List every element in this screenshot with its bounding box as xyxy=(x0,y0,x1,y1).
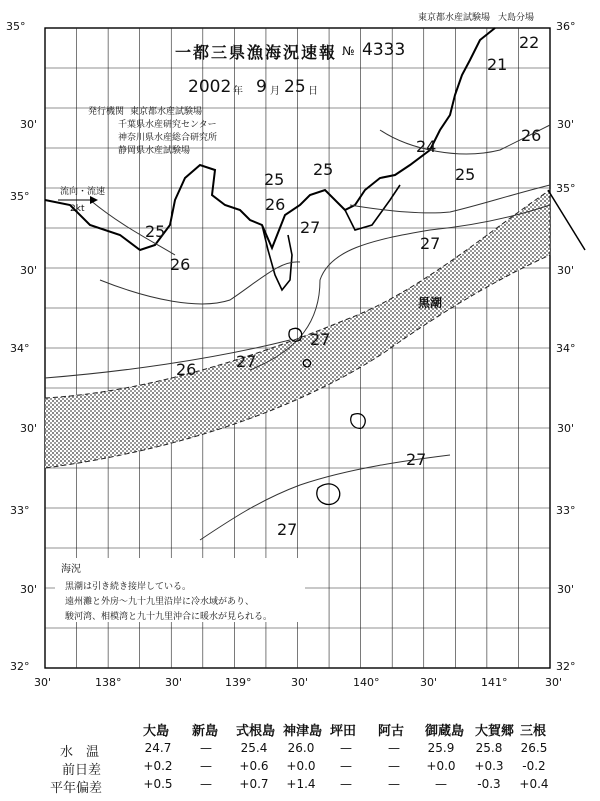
lat-label-right: 30' xyxy=(557,422,575,435)
table-cell: — xyxy=(388,759,400,773)
row-label: 平年偏差 xyxy=(50,781,103,796)
table-cell: +0.7 xyxy=(239,777,269,791)
table-cell: 25.8 xyxy=(475,741,503,755)
isotherm-label: 25 xyxy=(145,222,166,241)
lat-label-left: 35° xyxy=(10,190,30,203)
lat-label-left: 30' xyxy=(20,118,38,131)
table-cell: +1.4 xyxy=(286,777,316,791)
station-header: 御蔵島 xyxy=(425,724,465,739)
lat-label-left: 35° xyxy=(6,20,26,33)
isotherm-label: 26 xyxy=(521,126,542,145)
notes-line: 黒潮は引き続き接岸している。 xyxy=(65,582,192,592)
table-cell: +0.6 xyxy=(239,759,269,773)
issue-label: № xyxy=(342,44,355,58)
table-cell: — xyxy=(388,777,400,791)
table-cell: 25.9 xyxy=(427,741,455,755)
row-label: 前日差 xyxy=(62,763,102,778)
issue-number: 4333 xyxy=(362,40,406,60)
date-year: 2002 xyxy=(188,77,232,97)
date-day: 25 xyxy=(284,77,306,97)
publishers-label: 発行機関 xyxy=(88,107,125,117)
isotherm-label: 27 xyxy=(406,450,427,469)
isotherm-label: 27 xyxy=(420,234,441,253)
lat-label-left: 30' xyxy=(20,583,38,596)
date-day-suffix: 日 xyxy=(308,86,318,97)
lat-label-left: 32° xyxy=(10,660,30,673)
lat-label-right: 35° xyxy=(556,182,576,195)
isotherm-label: 26 xyxy=(170,255,191,274)
map-title: 一都三県漁海況速報 xyxy=(175,43,338,62)
isotherm-label: 26 xyxy=(176,360,197,379)
isotherm-label: 25 xyxy=(313,160,334,179)
table-cell: — xyxy=(435,777,447,791)
boso-peninsula xyxy=(345,185,400,230)
lat-label-right: 33° xyxy=(556,504,576,517)
station-header: 三根 xyxy=(520,724,547,739)
station-header: 式根島 xyxy=(236,724,276,739)
date-month: 9 xyxy=(256,77,267,97)
lat-label-right: 30' xyxy=(557,118,575,131)
lat-label-right: 32° xyxy=(556,660,576,673)
publisher-1: 東京都水産試験場 xyxy=(130,107,203,117)
top-right-tag-1: 東京都水産試験場 xyxy=(418,13,491,23)
isotherm-label: 22 xyxy=(519,33,540,52)
lon-label: 30' xyxy=(420,676,438,689)
lon-label: 30' xyxy=(291,676,309,689)
table-cell: +0.4 xyxy=(519,777,549,791)
table-cell: +0.0 xyxy=(426,759,456,773)
lat-label-right: 34° xyxy=(556,342,576,355)
lat-label-left: 30' xyxy=(20,264,38,277)
current-legend-unit: 2kt xyxy=(70,204,85,214)
top-right-tag-2: 大島分場 xyxy=(498,13,535,23)
publisher-3: 神奈川県水産総合研究所 xyxy=(118,133,218,143)
lon-label: 140° xyxy=(353,676,380,689)
lat-label-left: 34° xyxy=(10,342,30,355)
kuroshio-arrow xyxy=(548,190,585,250)
table-cell: — xyxy=(200,741,212,755)
isotherm-label: 25 xyxy=(455,165,476,184)
isotherm-label: 26 xyxy=(265,195,286,214)
notes-box xyxy=(55,558,305,622)
isotherm-label: 27 xyxy=(310,330,331,349)
publisher-2: 千葉県水産研究センター xyxy=(118,120,217,130)
isotherm-label: 24 xyxy=(416,137,437,156)
table-cell: — xyxy=(200,759,212,773)
table-cell: — xyxy=(340,759,352,773)
table-cell: +0.3 xyxy=(474,759,504,773)
isotherm-label: 27 xyxy=(236,352,257,371)
table-cell: +0.5 xyxy=(143,777,173,791)
isotherm-label: 27 xyxy=(300,218,321,237)
table-cell: 24.7 xyxy=(144,741,172,755)
notes-line: 遠州灘と外房〜九十九里沿岸に冷水域があり、 xyxy=(65,597,255,607)
lon-label: 139° xyxy=(225,676,252,689)
table-cell: — xyxy=(200,777,212,791)
isotherm-label: 21 xyxy=(487,55,508,74)
station-header: 神津島 xyxy=(283,724,323,739)
station-header: 阿古 xyxy=(378,724,405,739)
lon-label: 138° xyxy=(95,676,122,689)
date-year-suffix: 年 xyxy=(233,86,243,97)
publisher-4: 静岡県水産試験場 xyxy=(118,146,191,156)
lat-label-left: 33° xyxy=(10,504,30,517)
station-header: 大賀郷 xyxy=(475,724,515,739)
notes-title: 海況 xyxy=(61,564,81,575)
table-cell: +0.2 xyxy=(143,759,173,773)
table-cell: 25.4 xyxy=(240,741,268,755)
current-legend-arrow xyxy=(58,196,98,204)
station-header: 大島 xyxy=(143,724,170,739)
table-cell: — xyxy=(340,741,352,755)
station-header: 新島 xyxy=(192,724,219,739)
table-cell: +0.0 xyxy=(286,759,316,773)
table-cell: 26.0 xyxy=(287,741,315,755)
lon-label: 30' xyxy=(34,676,52,689)
lon-label: 30' xyxy=(165,676,183,689)
lat-label-right: 36° xyxy=(556,20,576,33)
lon-label: 141° xyxy=(481,676,508,689)
date-month-suffix: 月 xyxy=(270,86,280,97)
lon-label: 30' xyxy=(545,676,563,689)
isotherm-label: 27 xyxy=(277,520,298,539)
table-cell: -0.2 xyxy=(522,759,546,773)
lat-label-right: 30' xyxy=(557,264,575,277)
row-label: 水 温 xyxy=(60,745,100,760)
table-cell: -0.3 xyxy=(477,777,501,791)
notes-line: 駿河湾、相模湾と九十九里沖合に暖水が見られる。 xyxy=(65,612,273,622)
isotherm-label: 25 xyxy=(264,170,285,189)
table-cell: 26.5 xyxy=(520,741,548,755)
lat-label-right: 30' xyxy=(557,583,575,596)
lat-label-left: 30' xyxy=(20,422,38,435)
current-legend-label: 流向・流速 xyxy=(60,187,106,197)
station-header: 坪田 xyxy=(330,724,357,739)
kuroshio-label: 黒潮 xyxy=(418,296,443,310)
table-cell: — xyxy=(388,741,400,755)
table-cell: — xyxy=(340,777,352,791)
